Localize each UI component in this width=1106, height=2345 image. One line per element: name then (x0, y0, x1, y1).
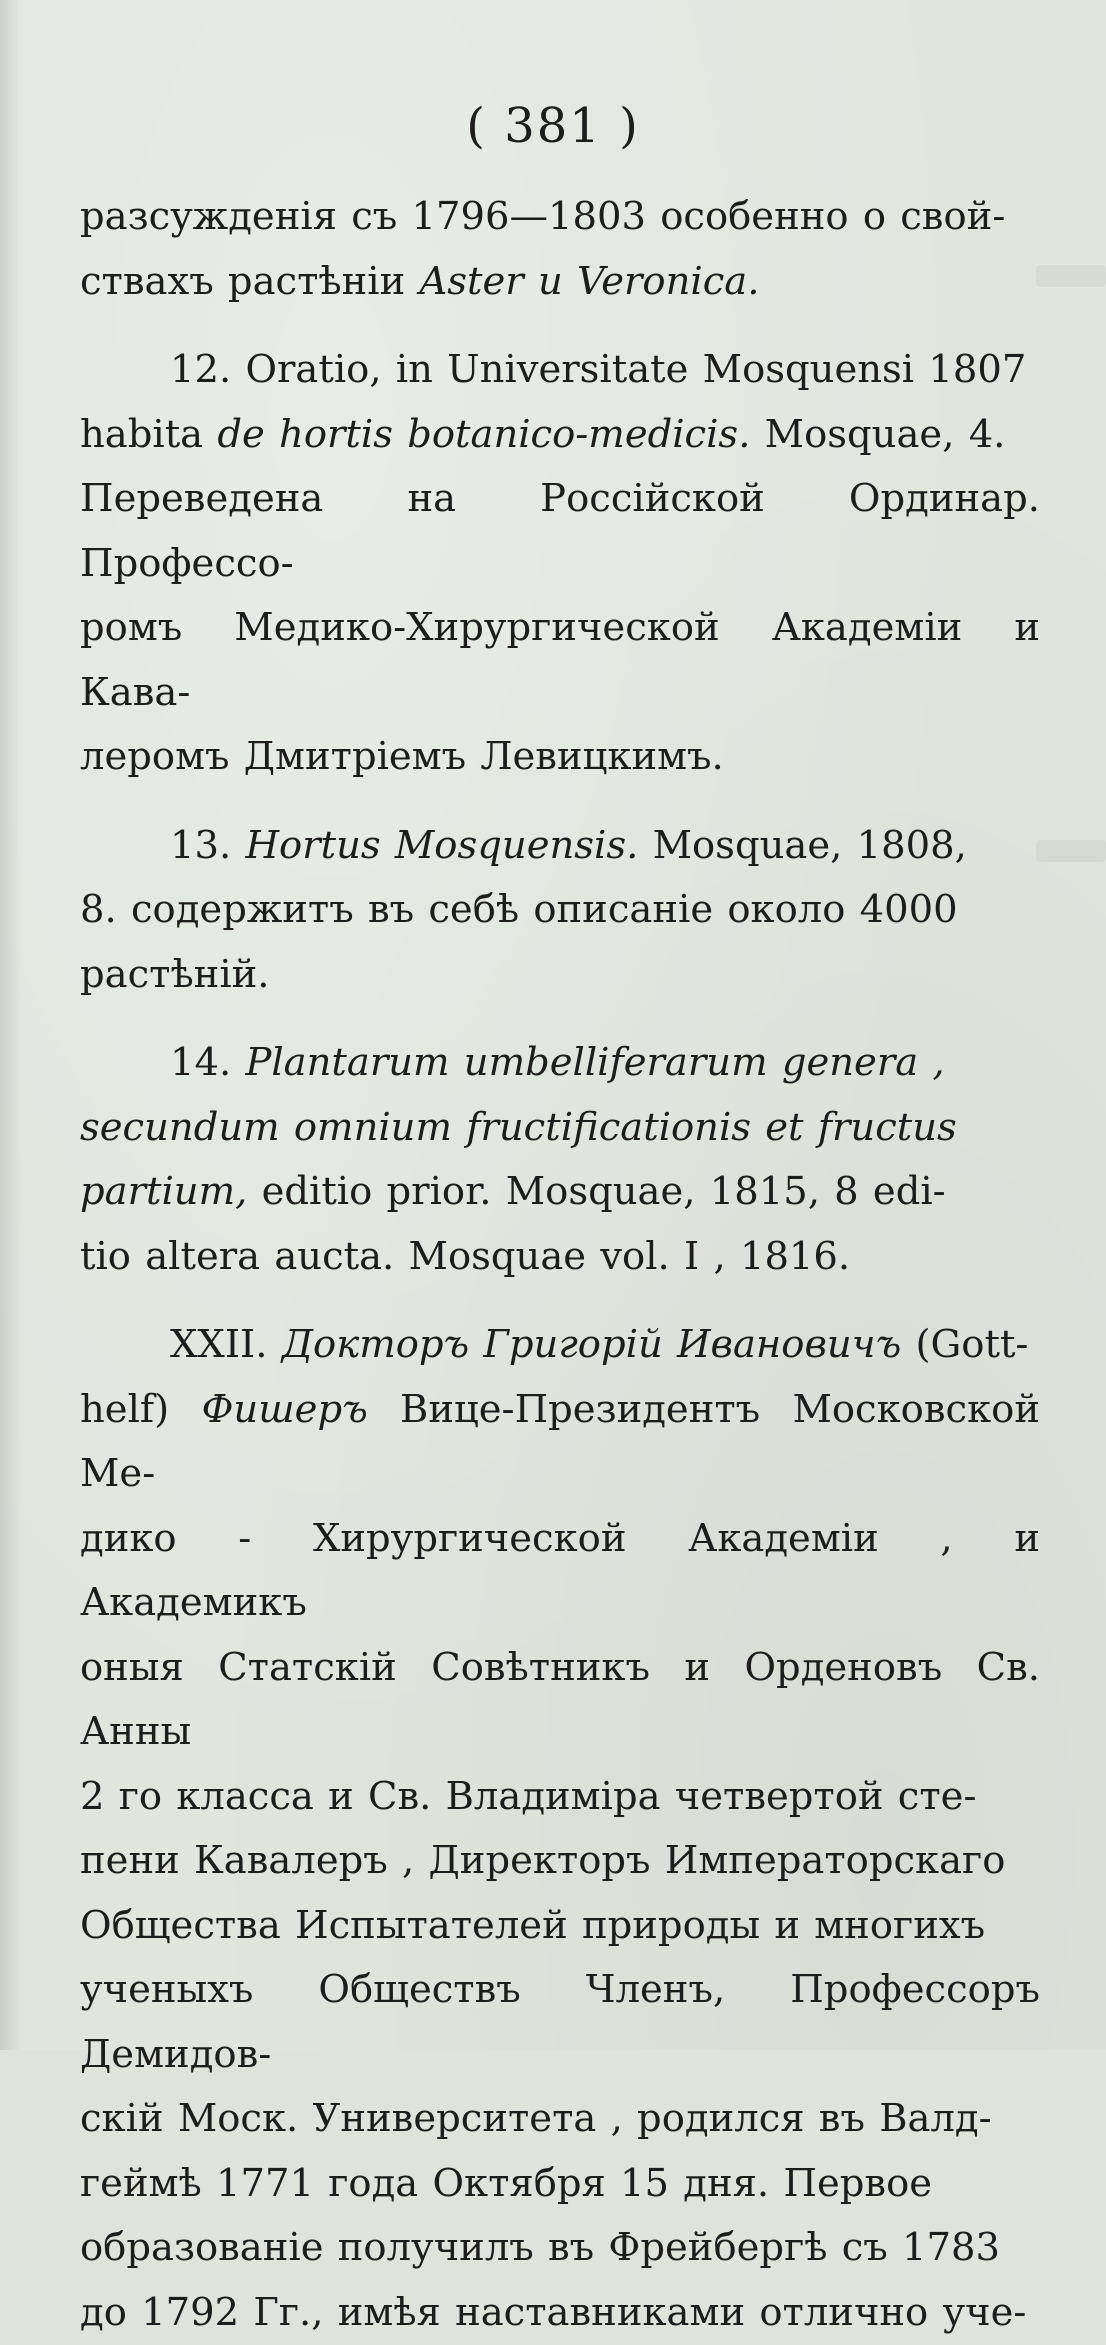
text-run: 2 го класса и Св. Владиміра четвертой сте- (80, 1774, 976, 1819)
italic-run: Фишеръ (201, 1387, 367, 1432)
text-line (80, 2281, 1040, 2345)
text-run: XXII. (170, 1322, 282, 1367)
text-run: оныя Статскій Совѣтникъ и Орденовъ Св. Анны (80, 1645, 1040, 1755)
text-line (80, 1160, 1040, 1225)
text-line (80, 250, 1040, 315)
italic-run: Hortus Mosquensis. (245, 823, 638, 868)
text-run: разсужденія съ 1796—1803 особенно о свой- (80, 194, 1005, 239)
text-line (80, 1507, 1040, 1636)
text-run: helf) (80, 1387, 201, 1432)
text-run: Общества Испытателей природы и многихъ (80, 1903, 985, 1948)
text-run: ученыхъ Обществъ Членъ, Профессоръ Демидов- (80, 1967, 1040, 2077)
text-run: ромъ Медико-Хирургической Академіи и Кава- (80, 605, 1040, 715)
text-run: ствахъ растѣніи (80, 259, 419, 304)
italic-run: secundum omnium fructificationis et fructus (80, 1105, 957, 1150)
text-run: 14. (170, 1040, 245, 1085)
text-line (80, 814, 1040, 879)
text-line (80, 1313, 1040, 1378)
spine-shadow (0, 0, 22, 2050)
text-line (80, 1225, 1040, 1290)
page-number: ( 381 ) (0, 98, 1106, 154)
text-run: Переведена на Россійской Ординар. Профессо- (80, 476, 1040, 586)
show-through-mark (1036, 265, 1106, 287)
text-run: 12. Oratio, in Universitate Mosquensi 1807 (170, 347, 1026, 392)
text-line (80, 338, 1040, 403)
text-line (80, 2216, 1040, 2281)
text-run: Mosquae, 1808, (638, 823, 966, 868)
text-run: Mosquae, 4. (750, 412, 1005, 457)
text-run: Вице-Президентъ Московской Ме- (80, 1387, 1040, 1497)
text-line (80, 2087, 1040, 2152)
text-line (80, 596, 1040, 725)
text-run: образованіе получилъ въ Фрейбергѣ съ 1783 (80, 2225, 1000, 2270)
text-run: editio prior. Mosquae, 1815, 8 edi- (247, 1169, 945, 1214)
text-line (80, 185, 1040, 250)
text-run: 8. содержитъ въ себѣ описаніе около 4000 (80, 887, 958, 932)
italic-run: Докторъ Григорій Ивановичъ (282, 1322, 902, 1367)
text-line (80, 403, 1040, 468)
text-run: пени Кавалеръ , Директоръ Императорскаго (80, 1838, 1005, 1883)
text-run: habita (80, 412, 217, 457)
text-line (80, 467, 1040, 596)
text-line (80, 1096, 1040, 1161)
text-run: геймѣ 1771 года Октября 15 дня. Первое (80, 2161, 932, 2206)
text-run: растѣній. (80, 952, 270, 997)
text-line (80, 1765, 1040, 1830)
body-text (80, 185, 1040, 2345)
text-line (80, 1958, 1040, 2087)
text-run: леромъ Дмитріемъ Левицкимъ. (80, 734, 724, 779)
italic-run: Plantarum umbelliferarum genera , (245, 1040, 944, 1085)
text-line (80, 1829, 1040, 1894)
text-line (80, 1636, 1040, 1765)
text-line (80, 1378, 1040, 1507)
text-line (80, 943, 1040, 1008)
text-run: до 1792 Гг., имѣя наставниками отлично уче- (80, 2290, 1026, 2335)
text-line (80, 1031, 1040, 1096)
text-run: tio altera aucta. Mosquae vol. I , 1816. (80, 1234, 850, 1279)
show-through-mark (1036, 840, 1106, 862)
text-run: скій Моск. Университета , родился въ Валд- (80, 2096, 992, 2141)
italic-run: de hortis botanico-medicis. (217, 412, 750, 457)
italic-run: Aster и Veronica. (419, 259, 759, 304)
text-run: (Gott- (901, 1322, 1028, 1367)
italic-run: partium, (80, 1169, 247, 1214)
text-line (80, 878, 1040, 943)
text-line (80, 725, 1040, 790)
text-line (80, 1894, 1040, 1959)
text-run: 13. (170, 823, 245, 868)
text-run: дико - Хирургической Академіи , и Академикъ (80, 1516, 1040, 1626)
text-line (80, 2152, 1040, 2217)
